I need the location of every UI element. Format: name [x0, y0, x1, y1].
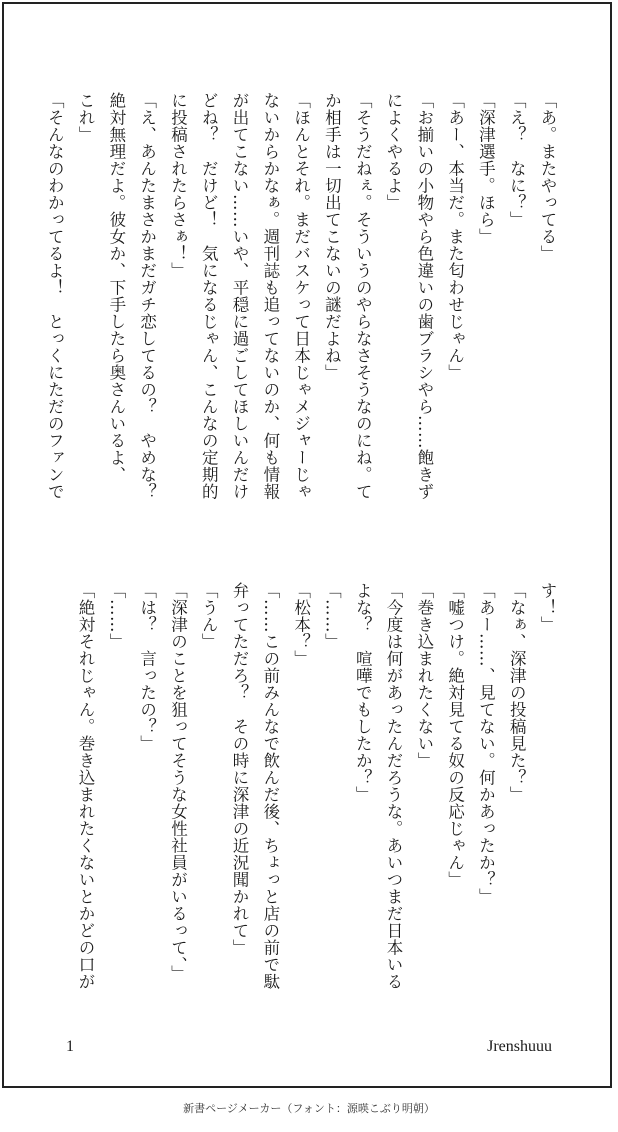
text-line: 「え？ なに？」: [507, 92, 527, 228]
author-name: Jrenshuuu: [487, 1038, 552, 1055]
text-line: 「嘘つけ。絶対見てる奴の反応じゃん」: [445, 582, 465, 888]
text-line: 絶対無理だよ。彼女か、下手したら奥さんいるよ、: [106, 92, 126, 483]
text-line: 「あー、本当だ。また匂わせじゃん」: [445, 92, 465, 381]
text-line: に投稿されたらさぁ！」: [168, 92, 188, 279]
text-line: 「なぁ、深津の投稿見た？」: [507, 582, 527, 803]
text-line: よな？ 喧嘩でもしたか？」: [353, 582, 373, 803]
text-line: 「お揃いの小物やら色違いの歯ブラシやら……飽きず: [414, 92, 434, 500]
text-line: 「うん」: [199, 582, 219, 650]
page-frame: [2, 2, 612, 1088]
text-line: す！」: [538, 582, 557, 633]
text-line: 「あ。またやってる」: [538, 92, 557, 262]
text-line: 「そうだねぇ。そういうのやらなさそうなのにね。て: [353, 92, 373, 500]
text-line: 「深津のことを狙ってそうな女性社員がいるって、」: [168, 582, 188, 982]
text-line: これ」: [76, 92, 96, 143]
text-line: 弁ってただろ？ その時に深津の近況聞かれて」: [230, 582, 250, 956]
text-line: 「……」: [106, 582, 126, 650]
text-line: によくやるよ」: [384, 92, 404, 211]
text-line: が出てこない……いや、平穏に過ごしてほしいんだけ: [230, 92, 250, 500]
generator-credit: 新書ページメーカー（フォント：源暎こぶり明朝）: [183, 1102, 435, 1115]
text-line: 「そんなのわかってるよ！ とっくにただのファンで: [45, 92, 65, 500]
text-line: 「深津選手。ほら」: [476, 92, 496, 245]
text-line: 「……」: [322, 582, 342, 650]
text-line: 「巻き込まれたくない」: [414, 582, 434, 769]
text-line: 「は？ 言ったの？」: [137, 582, 157, 752]
text-block-lower: [42, 582, 562, 1014]
page-number: 1: [66, 1038, 74, 1055]
text-line: 「絶対それじゃん。巻き込まれたくないとかどの口が: [76, 582, 96, 990]
text-line: 「え、あんたまさかまだガチ恋してるの？ やめな？: [137, 92, 157, 500]
text-line: か相手は一切出てこないの謎だよね」: [322, 92, 342, 381]
text-line: ないからかなぁ。週刊誌も追ってないのか、何も情報: [260, 92, 280, 500]
text-block-upper: [42, 92, 562, 532]
text-line: 「あー……、見てない。何かあったか？」: [476, 582, 496, 905]
text-line: どね？ だけど！ 気になるじゃん、こんなの定期的: [199, 92, 219, 500]
text-line: 「ほんとそれ。まだバスケって日本じゃメジャーじゃ: [291, 92, 311, 500]
text-line: 「今度は何があったんだろうな。あいつまだ日本いる: [384, 582, 404, 990]
text-line: 「松本？」: [291, 582, 311, 667]
text-line: 「……この前みんなで飲んだ後、ちょっと店の前で駄: [260, 582, 280, 990]
